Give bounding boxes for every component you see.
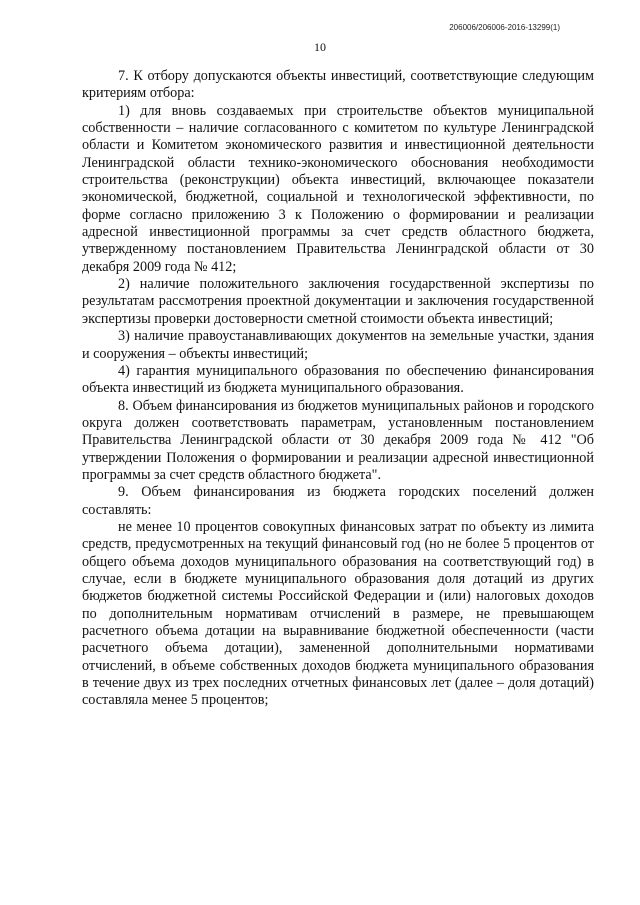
paragraph-item-9-condition: не менее 10 процентов совокупных финансовых затрат по объекту из лимита средств, предусмотренных на текущий финансовый год (но не более 5 процентов от общего объема доходов муниципального образования на соответствующий год) в случае, если в бюджете муниципального образования доля дотаций из других бюджетов бюджетной системы Российской Федерации и (или) налоговых доходов по дополнительным нормативам отчислений в размере, не превышающем расчетного объема дотации на выравнивание бюджетной обеспеченности (части расчетного объема дотации), замененной дополнительными нормативами отчислений, в объеме собственных доходов бюджета муниципального образования в течение двух из трех последних отчетных финансовых лет (далее – доля дотаций) составляла менее 5 процентов;	[82, 518, 594, 709]
paragraph-criterion-4: 4) гарантия муниципального образования по обеспечению финансирования объекта инвестиций из бюджета муниципального образования.	[82, 362, 594, 397]
document-body	[82, 68, 594, 710]
document-id: 206006/206006-2016-13299(1)	[449, 23, 560, 32]
paragraph-item-7: 7. К отбору допускаются объекты инвестиций, соответствующие следующим критериям отбора:	[82, 68, 594, 102]
paragraph-criterion-3: 3) наличие правоустанавливающих документов на земельные участки, здания и сооружения – объекты инвестиций;	[82, 328, 594, 362]
paragraph-criterion-2: 2) наличие положительного заключения государственной экспертизы по результатам рассмотрения проектной документации и заключения государственной экспертизы проверки достоверности сметной стоимости объекта инвестиций;	[82, 276, 594, 327]
paragraph-item-9: 9. Объем финансирования из бюджета городских поселений должен составлять:	[82, 484, 594, 518]
page-number: 10	[314, 40, 326, 54]
paragraph-criterion-1: 1) для вновь создаваемых при строительстве объектов муниципальной собственности – наличие согласованного с комитетом по культуре Ленинградской области и Комитетом экономического развития и инвестиционной деятельности Ленинградской области технико-экономического обоснования необходимости строительства (реконструкции) объекта инвестиций, включающее показатели экономической, бюджетной, социальной и технологической эффективности, по форме согласно приложению 3 к Положению о формировании и реализации адресной инвестиционной программы за счет средств областного бюджета, утвержденному постановлением Правительства Ленинградской области от 30 декабря 2009 года № 412;	[82, 102, 594, 275]
paragraph-item-8: 8. Объем финансирования из бюджетов муниципальных районов и городского округа должен соответствовать параметрам, установленным постановлением Правительства Ленинградской области от 30 декабря 2009 года № 412 "Об утверждении Положения о формировании и реализации адресной инвестиционной программы за счет средств областного бюджета".	[82, 397, 594, 483]
